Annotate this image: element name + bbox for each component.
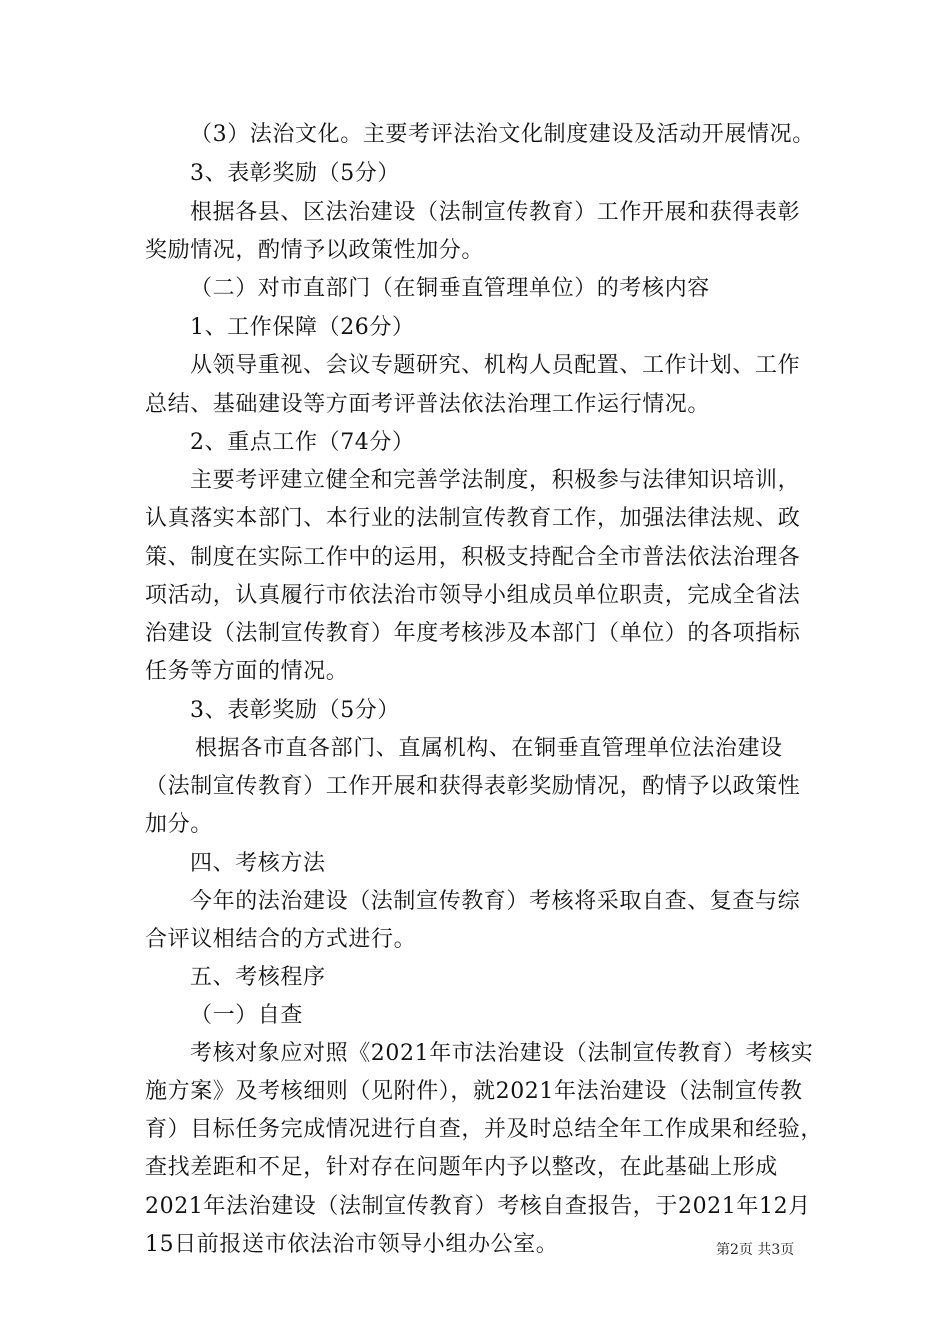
text-line: 从领导重视、会议专题研究、机构人员配置、工作计划、工作 (190, 353, 801, 378)
text-line: 15日前报送市依法治市领导小组办公室。 (145, 1232, 559, 1257)
text-line: 策、制度在实际工作中的运用，积极支持配合全市普法依法治理各 (145, 545, 801, 570)
section-heading: （二）对市直部门（在铜垂直管理单位）的考核内容 (190, 276, 710, 301)
text-line: 根据各县、区法治建设（法制宣传教育）工作开展和获得表彰 (190, 200, 801, 225)
text-line: 2021年法治建设（法制宣传教育）考核自查报告，于2021年12月 (145, 1194, 811, 1219)
text-line: 认真落实本部门、本行业的法制宣传教育工作，加强法律法规、政 (145, 506, 801, 531)
text-line: 任务等方面的情况。 (145, 659, 349, 684)
text-line: 查找差距和不足，针对存在问题年内予以整改，在此基础上形成 (145, 1155, 778, 1180)
text-line: 根据各市直各部门、直属机构、在铜垂直管理单位法治建设 (195, 736, 783, 761)
page-number-footer: 第2页 共3页 (716, 1242, 795, 1258)
text-line: 合评议相结合的方式进行。 (145, 927, 417, 952)
text-line: 加分。 (145, 812, 213, 837)
section-heading: 四、考核方法 (190, 851, 326, 876)
text-line: 育）目标任务完成情况进行自查，并及时总结全年工作成果和经验， (145, 1117, 824, 1142)
text-line: 总结、基础建设等方面考评普法依法治理工作运行情况。 (145, 392, 711, 417)
text-line: 项活动，认真履行市依法治市领导小组成员单位职责，完成全省法 (145, 583, 801, 608)
section-heading: 五、考核程序 (190, 965, 326, 990)
text-line: （3）法治文化。主要考评法治文化制度建设及活动开展情况。 (190, 122, 815, 147)
text-line: 奖励情况，酌情予以政策性加分。 (145, 238, 485, 263)
text-line: 主要考评建立健全和完善学法制度，积极参与法律知识培训， (190, 468, 801, 493)
text-line: 考核对象应对照《2021年市法治建设（法制宣传教育）考核实 (190, 1041, 814, 1066)
text-line: 今年的法治建设（法制宣传教育）考核将采取自查、复查与综 (190, 889, 801, 914)
section-heading: 2、重点工作（74分） (190, 430, 415, 455)
section-heading: 1、工作保障（26分） (190, 315, 415, 340)
text-line: 治建设（法制宣传教育）年度考核涉及本部门（单位）的各项指标 (145, 621, 801, 646)
section-heading: 3、表彰奖励（5分） (190, 698, 400, 723)
section-heading: （一）自查 (190, 1003, 304, 1028)
text-line: （法制宣传教育）工作开展和获得表彰奖励情况，酌情予以政策性 (145, 774, 801, 799)
section-heading: 3、表彰奖励（5分） (190, 161, 400, 186)
text-line: 施方案》及考核细则（见附件），就2021年法治建设（法制宣传教 (145, 1079, 803, 1104)
